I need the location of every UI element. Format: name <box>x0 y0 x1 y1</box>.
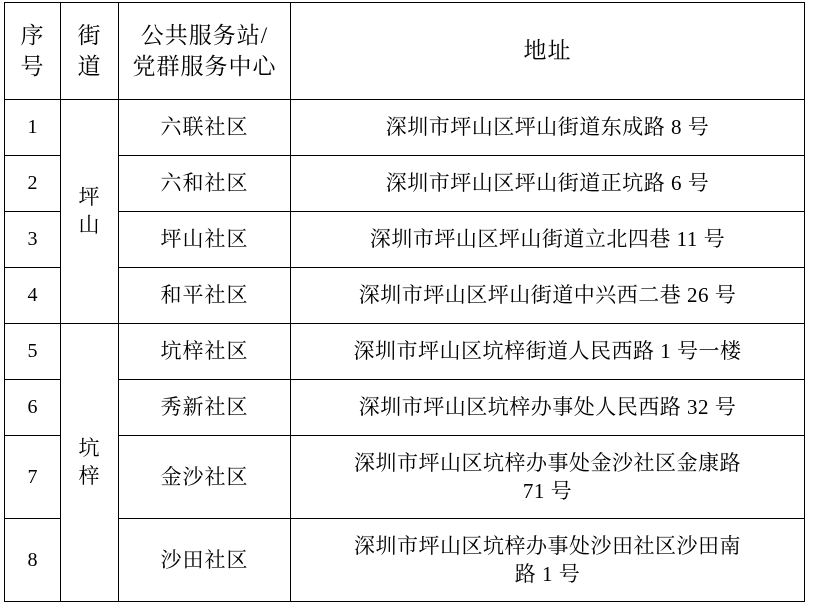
cell-seq: 3 <box>5 212 61 268</box>
table-row <box>5 519 805 602</box>
table-row <box>5 380 805 436</box>
cell-service-center: 六联社区 <box>119 100 291 156</box>
cell-seq: 8 <box>5 519 61 602</box>
cell-seq: 6 <box>5 380 61 436</box>
street-group-line-1: 坑 <box>78 436 101 461</box>
cell-service-center: 坪山社区 <box>119 212 291 268</box>
cell-address <box>291 436 805 519</box>
table-row <box>5 268 805 324</box>
cell-seq: 1 <box>5 100 61 156</box>
street-group-line-2: 山 <box>78 212 101 237</box>
header-street-line-2: 道 <box>77 54 102 79</box>
header-center-line-2: 党群服务中心 <box>132 54 277 79</box>
cell-address: 深圳市坪山区坑梓街道人民西路 1 号一楼 <box>291 324 805 380</box>
cell-address: 深圳市坪山区坪山街道正坑路 6 号 <box>291 156 805 212</box>
header-cell-street <box>61 3 119 100</box>
table-row <box>5 324 805 380</box>
cell-address: 深圳市坪山区坪山街道立北四巷 11 号 <box>291 212 805 268</box>
header-seq-line-1: 序 <box>20 22 45 48</box>
header-cell-service-center <box>119 3 291 100</box>
cell-address-line-2: 路 1 号 <box>514 562 581 586</box>
table-row <box>5 436 805 519</box>
header-seq-line-2: 号 <box>20 54 45 79</box>
street-group-line-2: 梓 <box>78 463 101 488</box>
cell-address: 深圳市坪山区坪山街道东成路 8 号 <box>291 100 805 156</box>
header-cell-seq <box>5 3 61 100</box>
cell-service-center: 秀新社区 <box>119 380 291 436</box>
street-group-line-1: 坪 <box>78 185 101 210</box>
cell-seq: 5 <box>5 324 61 380</box>
cell-service-center: 沙田社区 <box>119 519 291 602</box>
table-row <box>5 212 805 268</box>
cell-seq: 7 <box>5 436 61 519</box>
cell-street-group-kengzi <box>61 324 119 602</box>
header-cell-address: 地址 <box>291 3 805 100</box>
cell-address-line-1: 深圳市坪山区坑梓办事处沙田社区沙田南 <box>354 533 741 558</box>
header-center-line-1: 公共服务站/ <box>140 22 269 48</box>
cell-address-line-1: 深圳市坪山区坑梓办事处金沙社区金康路 <box>354 450 741 475</box>
cell-street-group-pingshan <box>61 100 119 324</box>
cell-address <box>291 519 805 602</box>
cell-seq: 4 <box>5 268 61 324</box>
table-row <box>5 156 805 212</box>
cell-seq: 2 <box>5 156 61 212</box>
cell-service-center: 和平社区 <box>119 268 291 324</box>
public-service-station-address-table <box>4 2 805 602</box>
cell-service-center: 金沙社区 <box>119 436 291 519</box>
cell-address: 深圳市坪山区坑梓办事处人民西路 32 号 <box>291 380 805 436</box>
document-page <box>0 2 816 611</box>
table-header-row <box>5 3 805 100</box>
cell-service-center: 坑梓社区 <box>119 324 291 380</box>
cell-service-center: 六和社区 <box>119 156 291 212</box>
cell-address: 深圳市坪山区坪山街道中兴西二巷 26 号 <box>291 268 805 324</box>
table-row <box>5 100 805 156</box>
header-street-line-1: 街 <box>77 22 102 48</box>
cell-address-line-2: 71 号 <box>522 479 573 503</box>
